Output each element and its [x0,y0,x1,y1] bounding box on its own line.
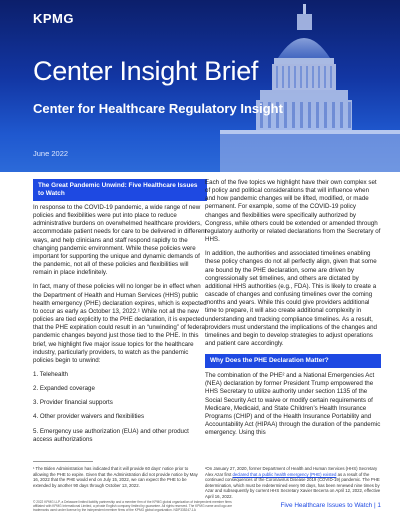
brief-subtitle: Center for Healthcare Regulatory Insight [33,101,283,116]
list-item: 5. Emergency use authorization (EUA) and other product access authorizations [33,427,189,443]
section-heading-pandemic-unwind: The Great Pandemic Unwind: Five Healthcare Issues to Watch [33,179,207,201]
list-item: 2. Expanded coverage [33,385,95,393]
footnote-2 [205,466,381,500]
left-column [33,179,207,450]
footnote-2-text-end: as a result of the continued consequences of the Coronavirus Disease 2019 (COVID-19) pandemic. The PHE determination, which must be redetermined every 90 days, has been renewed nine times by Azar and subsequently by current HHS Secretary Xavier Becerra on April 12, 2022, effective April 16, 2022. [205,471,381,499]
policy-considerations-paragraph: Each of the five topics we highlight have their own complex set of policy and political considerations that will influence when and how pandemic changes will be lifted, modified, or made permanent. For example, some of the COVID-19 policy changes and flexibilities were specifically authorized by Congress, while others could be extended or amended through regulatory authority or related declarations from the Secretary of HHS. [205,179,381,244]
issues-list [33,371,207,444]
legal-notice: © 2022 KPMG LLP, a Delaware limited liability partnership and a member firm of the KPMG global organization of independent member firms affiliated with KPMG International Limited, a private English company limited by guarantee. All rights reserved. The KPMG name and logo are trademarks used under license by the independent member firms of the KPMG global organization. NDP335247-1A [33,500,233,513]
publication-date: June 2022 [33,149,69,158]
footnote-1: ¹ The Biden Administration has indicated that it will provide 60 days’ notice prior to allowing the PHE to expire. Given that the Administration did not provide notice by May 16, 2022 that the PHE would end on July 15, 2022, we can expect the PHE to be extended by another 90 days through October 13, 2022. [33,466,198,488]
phe-expiration-paragraph: In fact, many of these policies will no longer be in effect when the Department of Health and Human Services (HHS) public health emergency (PHE) declaration expires, which is expected to occur as early as October 13, 2022.¹ While not all the new policies are tied explicitly to the PHE declaration, it is expected that the PHE expiration could result in an “unwinding” of federal pandemic changes beyond just those tied to the PHE. In this brief, we highlight five major issue topics for the healthcare industry, particularly providers, to watch as the pandemic policies begin to unwind: [33,283,207,364]
header-banner [0,0,400,172]
phe-declaration-link[interactable]: declared that a public health emergency (PHE) existed [232,471,337,477]
intro-paragraph: In response to the COVID-19 pandemic, a wide range of new policies and flexibilities were put into place to reduce administrative burdens on overwhelmed healthcare providers, accommodate patient needs for care to be delivered in different ways, and help clinicians and staff respond rapidly to the changing pandemic environment. While these policies were important for supporting the unique and dynamic demands of the pandemic, not all of these policies and flexibilities will remain in place indefinitely. [33,204,207,277]
footnote-divider [33,461,93,462]
list-item: 4. Other provider waivers and flexibilities [33,413,145,421]
section-heading-phe-declaration: Why Does the PHE Declaration Matter? [205,354,381,368]
brief-title: Center Insight Brief [33,56,259,86]
list-item: 3. Provider financial supports [33,399,113,407]
right-column [205,179,381,443]
footnote-2-text: ²On January 27, 2020, former Department of Health and Human Services (HHS) Secretary Alex Azar first [205,466,378,477]
timelines-paragraph: In addition, the authorities and associated timelines enabling these policy changes do not all perfectly align, given that some are bound by the PHE declaration, some are driven by congressionally set timelines, and others are dictated by additional HHS authorities (e.g., FDA). This is likely to create a cascade of changes and confusing timelines over the coming months and years. While this could give providers additional time to prepare, it will also create additional complexity in understanding and tracking compliance timelines. As a result, providers must understand the implications of the changes and timelines and begin to develop strategies to adjust operations and patient care accordingly. [205,250,377,347]
phe-declaration-paragraph: The combination of the PHE² and a National Emergencies Act (NEA) declaration by former President Trump empowered the HHS Secretary to utilize authority under section 1135 of the Social Security Act to waive or modify certain requirements of Medicare, Medicaid, and State Children’s Health Insurance Programs (CHIP) and of the Health Insurance Portability and Accountability Act (HIPAA) through the duration of the pandemic emergency. Using this [205,372,381,437]
list-item: 1. Telehealth [33,370,68,378]
kpmg-logo: KPMG [33,11,74,26]
page-footer-label: Five Healthcare Issues to Watch | 1 [280,502,381,509]
